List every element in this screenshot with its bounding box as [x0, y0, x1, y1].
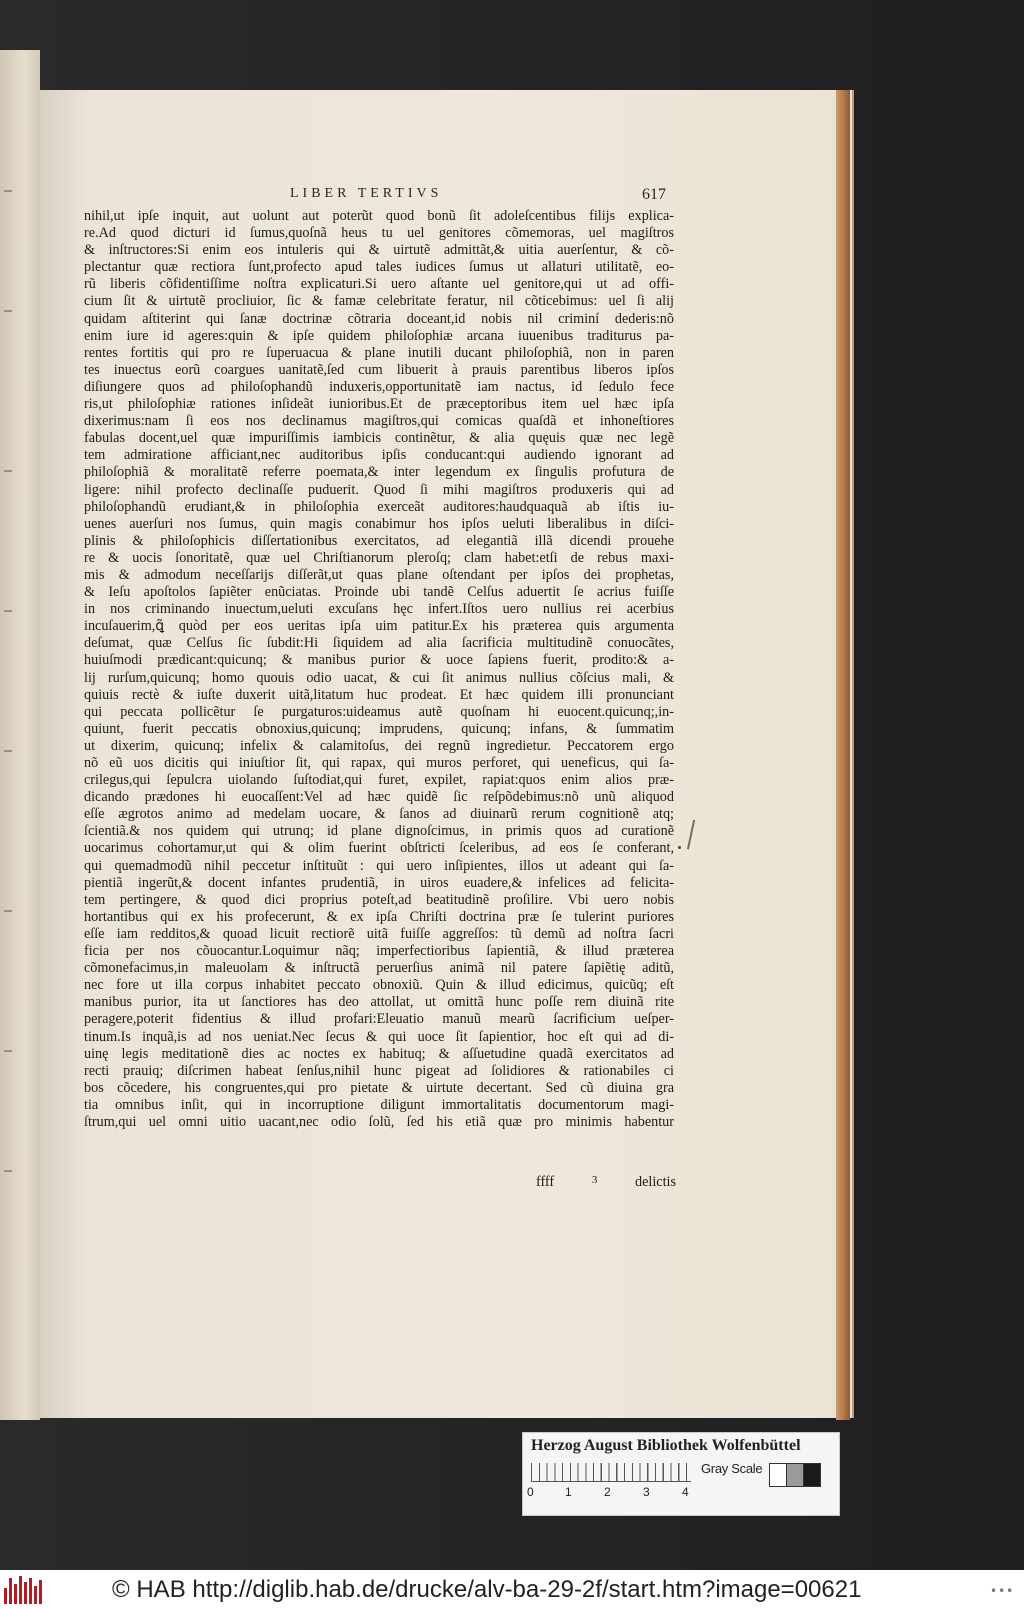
ruler-number: 1: [565, 1485, 572, 1499]
text-line: manibus purior, ita ut ſanctiores has deo attollat, ut omittã hunc poſſe rem diuinã rite: [84, 994, 674, 1011]
text-line: deſumat, quæ Celſus ſic ſubdit:Hi ſiquidem ad alia ſacrificia multitudinẽ conuocãtes,: [84, 635, 674, 652]
text-line: uenes auerſuri nos ſumus, quin magis conabimur hos ipſos ueluti liberalibus in diſci-: [84, 515, 674, 532]
text-line: eſſe iam redditos,& quoad licuit rectiorẽ uitã fuiſſe aggreſſos: tũ demũ ad noſtra ſacri: [84, 925, 674, 942]
text-line: ficia per nos cõuocantur.Loquimur nãq; imperfectioribus ſapientiã, & illud præterea: [84, 943, 674, 960]
ruler-number: 2: [604, 1485, 611, 1499]
text-line: ſcientiã.& nos quidem qui utrunq; id plane dignoſcimus, in primis quos ad curationẽ: [84, 823, 674, 840]
text-line: incuſauerim,ꝗ̃ quòd per eos ueritas ipſa uim patitur.Ex his præterea quis argumenta: [84, 618, 674, 635]
text-line: plectantur quæ rectiora ſunt,profecto apud tales iudices ſumus ut allaturi utilitatẽ, eo-: [84, 259, 674, 276]
catchword: delictis: [635, 1174, 676, 1190]
text-line: quidam aſtiterint qui ſanæ doctrinæ cõtraria doceant,id nobis nil criminí dederis:nõ: [84, 310, 674, 327]
text-line: nec fore ut illa corpus inhabitet peccato obnoxiũ. Quin & illud edicimus, quicũq; eſt: [84, 977, 674, 994]
page-gilt-edge: [836, 90, 850, 1420]
text-line: mis & admodum neceſſarijs diſſerãt,ut quas plane oſtendant per ipſos dei prophetas,: [84, 566, 674, 583]
text-line: ut dixerim, quicunq; infelix & calamitoſus, dei regnũ ingredietur. Peccatorem ergo: [84, 737, 674, 754]
text-line: diſiungere quos ad philoſophandũ induxeris,opportunitatẽ iam nactus, id ſedulo fece: [84, 378, 674, 395]
color-reference-card: [522, 1432, 840, 1516]
text-line: dicando prædones hi euocaſſent:Vel ad hæc quidẽ ſic reſpõdebimus:nõ unũ aliquod: [84, 789, 674, 806]
signature-mark: ffff: [536, 1174, 555, 1190]
text-line: qui peccata pollicẽtur ſe purgaturos:uideamus autẽ quoſnam hi euocent.quicunq;,in-: [84, 703, 674, 720]
text-line: cium ſit & uirtutẽ procliuior, ſic & famæ celebritate feratur, nil cõticebimus: uel ſi alij: [84, 293, 674, 310]
text-line: uinę legis meditationẽ dies ac noctes ex habituq; & aſſuetudine quadã exercitatos ad: [84, 1045, 674, 1062]
text-line: rũ liberis cõfidentiſſime noſtra explicaturi.Si uero aſtante uel genitore,qui ut ad offi-: [84, 276, 674, 293]
footer-bar: [0, 1570, 1024, 1609]
hab-logo-icon: [4, 1576, 44, 1604]
text-line: nõ eũ uos dicitis qui iniuſtior ſit, qui rapax, qui muros perforet, qui ueneficus, qui ſa-: [84, 755, 674, 771]
text-line: quiunt, fuerit peccatis obnoxius,quicunq; imprudens, quicunq; infans, & ſummatim: [84, 720, 674, 737]
gray-swatch-black: [803, 1463, 821, 1487]
text-line: recti prauiq; diſcrimen habeat ſenſus,nihil hunc pigeat ad ſolidiores & rationabiles ci: [84, 1062, 674, 1079]
text-line: dixerimus:nam ſi eos nos declinamus magiſtros,qui comicas quaſdã et inhoneſtiores: [84, 413, 674, 430]
text-line: philoſophiã & moralitatẽ referre poemata,& inter legendum ex ſingulis profutura de: [84, 464, 674, 481]
text-line: quiuis rectè & iuſte duxerit uitã,litatum huc prodeat. Et hæc quidem illi pronunciant: [84, 686, 674, 703]
text-line: crilegus,qui ſepulcra uiolando ſuſtodiat,qui furet, expilet, rapiat:quos enim alios præ-: [84, 772, 674, 789]
text-line: hortantibus qui ex his profecerunt, & ex ipſa Chriſti doctrina præ ſe tulerint puriores: [84, 908, 674, 925]
more-icon[interactable]: •••: [990, 1584, 1015, 1598]
gray-swatch-mid: [786, 1463, 804, 1487]
signature-line: [536, 1174, 676, 1191]
text-line: philoſophandũ erudiant,& in philoſophia exerceãt auditores:haudquaquã ab iſtis iu-: [84, 498, 674, 515]
text-line: plinis & philoſophicis diſſertationibus exercitatos, ad elegantiã illã dicendi prouehe: [84, 532, 674, 549]
text-line: re.Ad quod dicturi id ſumus,quoſnã heus tu uel genitores cõmemoras, uel magiſtros: [84, 225, 674, 242]
text-line: nihil,ut ipſe inquit, aut uolunt aut poterũt quod bonũ ſit adoleſcentibus filijs explica-: [84, 208, 674, 224]
left-page-edge: [0, 50, 40, 1420]
ruler-baseline: [531, 1481, 691, 1482]
text-line: pientiã ingerũt,& docent infantes prudentiã, in uiros euadere,& infelices ad felicita-: [84, 874, 674, 891]
gray-scale-label: Gray Scale: [701, 1461, 763, 1476]
gray-swatch-white: [769, 1463, 787, 1487]
text-line: & inſtructores:Si enim eos intuleris qui & uirtutẽ admittãt,& uitia auerſentur, & cõ-: [84, 242, 674, 259]
text-line: fabulas docent,uel quæ impuriſſimis iambicis continẽtur, & alia quęuis quæ nec legẽ: [84, 430, 674, 447]
text-line: tem admiratione afficiant,nec auditoribus ipſis conducant:qui audiendo ignorant ad: [84, 447, 674, 464]
text-line: peragere,poterit fidentius & illud profari:Eleuatio manuũ mearũ ſacrificium ueſper-: [84, 1011, 674, 1028]
signature-number: 3: [591, 1174, 598, 1186]
text-line: ligere: nihil profecto declinaſſe puduerit. Quod ſi mihi magiſtros produxeris qui ad: [84, 481, 674, 498]
text-line: ris,ut philoſophiæ rationes inſideãt iunioribus.Et de præceptoribus item uel hæc ipſa: [84, 396, 674, 413]
text-line: huiuſmodi prædicant:quicunq; & manibus purior & uoce ſapiens fuerit, prodito:& a-: [84, 652, 674, 669]
text-line: enim iure id ageres:quin & ipſe quidem philoſophiæ arcana iuuenibus traditurus pa-: [84, 327, 674, 344]
text-line: tem pertingere, & quod dici proprius poteſt,ad beatitudinẽ proſilire. Vbi uero nobis: [84, 891, 674, 908]
body-text: [84, 208, 674, 1131]
page-number: 617: [642, 186, 666, 203]
text-line: eſſe ægrotos animo ad medelam uocare, & ſanos ad diuinarũ rerum cognitionẽ atq;: [84, 806, 674, 823]
text-line: tia omnibus inſit, qui in incorruptione diligunt immortalitatis documentorum magi-: [84, 1096, 674, 1113]
ruler-number: 4: [682, 1485, 689, 1499]
ruler-number: 0: [527, 1485, 534, 1499]
text-line: bos cõcedere, his congruentes,qui pro pietate & uirtute decertant. Sed cũ diuina gra: [84, 1079, 674, 1096]
text-line: & Ieſu apoſtolos ſapiẽter enũciatas. Proinde ubi tandẽ Celſus aduertit ſe acrius fuiſſe: [84, 584, 674, 601]
text-line: lij rurſum,quicunq; homo quouis odio uacat, & cui ſit animus nullius cõſcius mali, &: [84, 669, 674, 686]
ruler-number: 3: [643, 1485, 650, 1499]
text-line: in nos criminando inuectum,ueluti excuſans hęc infert.Iſtos uero nullius rei acerbius: [84, 601, 674, 618]
text-line: uocarimus cohortamur,ut qui & olim fuerint obſtricti ſceleribus, ad eos ſe conferant,: [84, 840, 674, 857]
margin-annotation-dot: [678, 846, 681, 849]
running-head: LIBER TERTIVS: [290, 186, 443, 201]
text-line: ſtrum,qui uel omni uitio uacant,nec odio ſolũ, ſed his etiã quæ pro minimis habentur: [84, 1113, 674, 1130]
card-title: Herzog August Bibliothek Wolfenbüttel: [531, 1437, 801, 1454]
text-line: qui quemadmodũ nihil peccetur inſtituũt : qui uero inſipientes, illos ut adeant qui ſa-: [84, 857, 674, 874]
text-line: re & uocis ſonoritatẽ, quæ uel Chriſtianorum pleroſq; clam habet:etſi de rebus maxi-: [84, 549, 674, 566]
ruler-ticks: [531, 1463, 691, 1481]
text-line: tes inuectus eorũ coargues uanitatẽ,ſed cum libuerit à prauis parentibus liberos ipſos: [84, 361, 674, 378]
text-line: cõmonefacimus,in maleuolam & inſtructã peruerſius animã nil patere ſapiẽtię aditũ,: [84, 960, 674, 977]
text-line: tinum.Is inquã,is ad nos ueniat.Nec ſecus & qui uoce ſit ſapientior, hoc eſt qui ad di-: [84, 1028, 674, 1045]
text-line: rentes fortitis qui pro re ſuperuacua & plane inutili ducant philoſophiã, non in paren: [84, 344, 674, 361]
credit-url[interactable]: © HAB http://diglib.hab.de/drucke/alv-ba-29-2f/start.htm?image=00621: [112, 1576, 862, 1603]
